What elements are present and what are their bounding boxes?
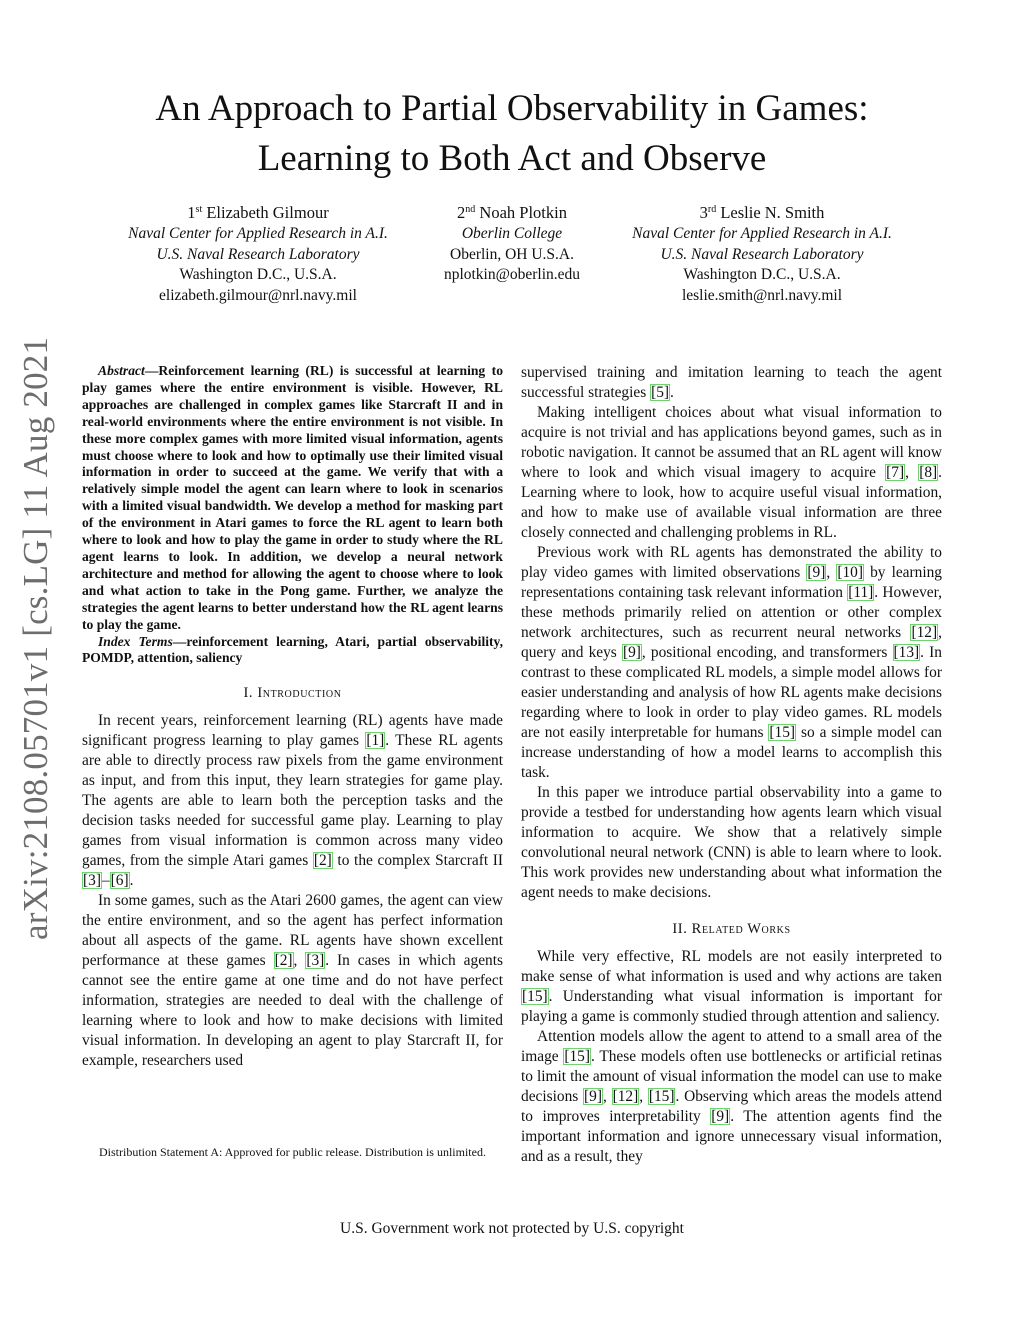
citation-link[interactable]: [12] [911,624,938,641]
paper-title [0,84,1024,184]
paragraph: Previous work with RL agents has demonstrated the ability to play video games with limited observations [9], [10] by learning representations containing task relevant information [11]. However, these methods primarily relied on attention or other complex network architectures, such as recurrent neural networks [12], query and keys [9], positional encoding, and transformers [13]. In contrast to these complicated RL models, a simple model allows for easier understanding and analysis of how RL agents make decisions regarding where to look in order to play video games. RL models are not easily interpretable for humans [15] so a simple model can increase understanding of how a model learns to accomplish this task. [521,544,942,781]
citation-link[interactable]: [2] [313,852,332,870]
citation-link[interactable]: [15] [648,1088,675,1105]
author-email[interactable]: elizabeth.gilmour@nrl.navy.mil [159,286,357,304]
paragraph: While very effective, RL models are not easily interpreted to make sense of what information is used and why actions are taken [15]. Understanding what visual information is important for playing a game is commonly studied through attention and saliency. [521,948,942,1025]
abstract: Abstract—Reinforcement learning (RL) is successful at learning to play games where the entire environment is visible. However, RL approaches are challenged in complex games like Starcraft II and in real-world environments where the entire environment is not visible. In these more complex games with more limited visual information, agents must choose where to look and how to optimally use their limited visual information in order to succeed at the game. We verify that with a relatively simple model the agent can learn where to look in scenarios with a limited visual bandwidth. We develop a method for masking part of the environment in Atari games to force the RL agent to learn both where to look and how to play the game in order to study where the RL agent learns to look. In addition, we develop a neural network architecture and method for allowing the agent to choose where to look and what action to take in the Pong game. Further, we analyze the strategies the agent learns to better understand how the RL agent learns to play the game. [82,363,503,632]
author-name: 1st Elizabeth Gilmour [187,203,329,222]
arxiv-stamp[interactable]: arXiv:2108.05701v1 [cs.LG] 11 Aug 2021 [16,336,55,940]
citation-link[interactable]: [3] [83,872,101,890]
abstract-label: Abstract [98,363,145,378]
copyright-footer: U.S. Government work not protected by U.S. copyright [340,1220,684,1237]
author-block-3 [612,202,912,306]
author-affiliation: Naval Center for Applied Research in A.I. [128,225,388,242]
paragraph: supervised training and imitation learning to teach the agent successful strategies [5]. [521,364,942,401]
author-location: Washington D.C., U.S.A. [683,266,841,284]
citation-link[interactable]: [15] [522,988,548,1005]
right-column [521,363,942,1167]
paragraph: In this paper we introduce partial observability into a game to provide a testbed for understanding how agents learn which visual information to acquire. We show that a relatively simple convolutional neural network (CNN) is able to learn where to look. This work provides new understanding about what information the agent needs to make decisions. [521,784,942,901]
citation-link[interactable]: [1] [366,732,385,750]
author-location: Washington D.C., U.S.A. [179,266,337,284]
author-name: 3rd Leslie N. Smith [699,203,825,222]
abstract-text: Reinforcement learning (RL) is successful at learning to play games where the entire environment is visible. However, RL approaches are challenged in complex games like Starcraft II and in real-world environments where the entire environment is not visible. In these more complex games with more limited visual information, agents must choose where to look and how to optimally use their limited visual information in order to succeed at the game. We verify that with a relatively simple model the agent can learn where to look in scenarios with a limited visual bandwidth. We develop a method for masking part of the environment in Atari games to force the RL agent to learn both where to look and how to play the game in order to study where the RL agent learns to look. In addition, we develop a neural network architecture and method for allowing the agent to choose where to look and what action to take in the Pong game. Further, we analyze the strategies the agent learns to better understand how the RL agent learns to play the game. [82,363,503,632]
citation-link[interactable]: [8] [919,464,938,481]
left-column [82,363,503,1071]
citation-link[interactable]: [2] [274,952,293,970]
paragraph: In recent years, reinforcement learning (RL) agents have made significant progress learning to play games [1]. These RL agents are able to directly process raw pixels from the game environment as input, and from this input, they learn strategies for game play. The agents are able to learn both the perception tasks and the decision tasks needed for successful game play. Learning to play games from visual information is common across many video games, from the simple Atari games [2] to the complex Starcraft II [3]–[6]. [82,712,503,890]
section-heading-related-works: II. Related Works [672,921,791,937]
index-terms: Index Terms—reinforcement learning, Atari, partial observability, POMDP, attention, saliency [82,633,503,666]
citation-link[interactable]: [9] [711,1108,730,1125]
section-heading-introduction: I. Introduction [243,685,342,702]
citation-link[interactable]: [13] [893,644,920,661]
author-affiliation: U.S. Naval Research Laboratory [156,245,360,263]
index-terms-label: Index Terms [98,633,173,649]
author-name: 2nd Noah Plotkin [457,203,567,222]
citation-link[interactable]: [9] [622,644,641,661]
footnote: Distribution Statement A: Approved for public release. Distribution is unlimited. [99,1145,486,1159]
author-block-1 [108,202,408,306]
paragraph: Making intelligent choices about what visual information to acquire is not trivial and has applications beyond games, such as in robotic navigation. It cannot be assumed that an RL agent will know where to look and which visual imagery to acquire [7], [8]. Learning where to look, how to acquire useful visual information, and how to make use of available visual information are three closely connected and challenging problems in RL. [521,404,943,541]
author-email[interactable]: leslie.smith@nrl.navy.mil [681,286,843,304]
citation-link[interactable]: [7] [886,464,905,481]
citation-link[interactable]: [5] [651,384,670,401]
citation-link[interactable]: [6] [110,872,129,890]
citation-link[interactable]: [10] [837,564,863,581]
citation-link[interactable]: [15] [769,724,796,741]
citation-link[interactable]: [9] [807,564,826,581]
title-line-1: An Approach to Partial Observability in Games: [155,88,869,129]
author-location: Oberlin, OH U.S.A. [450,245,574,263]
citation-link[interactable]: [11] [848,584,874,601]
author-block-2 [412,202,612,286]
citation-link[interactable]: [15] [564,1048,591,1065]
citation-link[interactable]: [9] [584,1088,602,1105]
paragraph: In some games, such as the Atari 2600 games, the agent can view the entire environment, and so the agent has perfect information about all aspects of the game. RL agents have shown excellent performance at these games [2], [3]. In cases in which agents cannot see the entire game at one time and do not have perfect information, strategies are needed to deal with the challenge of learning where to look and how to make decisions with limited visual information. In developing an agent to play Starcraft II, for example, researchers used [82,892,503,1070]
author-affiliation: Naval Center for Applied Research in A.I. [632,225,892,242]
citation-link[interactable]: [3] [306,952,325,970]
title-line-2: Learning to Both Act and Observe [257,138,767,179]
paragraph: Attention models allow the agent to attend to a small area of the image [15]. These models often use bottlenecks or artificial retinas to limit the amount of visual information the model can use to make decisions [9], [12], [15]. Observing which areas the models attend to improves interpretability [9]. The attention agents find the important information and ignore unnecessary visual information, and as a result, they [521,1028,942,1165]
author-affiliation: U.S. Naval Research Laboratory [660,245,864,263]
index-terms-text: reinforcement learning, Atari, partial observability, POMDP, attention, saliency [82,633,503,666]
citation-link[interactable]: [12] [612,1088,639,1105]
author-email[interactable]: nplotkin@oberlin.edu [443,266,581,284]
author-affiliation: Oberlin College [461,225,563,242]
